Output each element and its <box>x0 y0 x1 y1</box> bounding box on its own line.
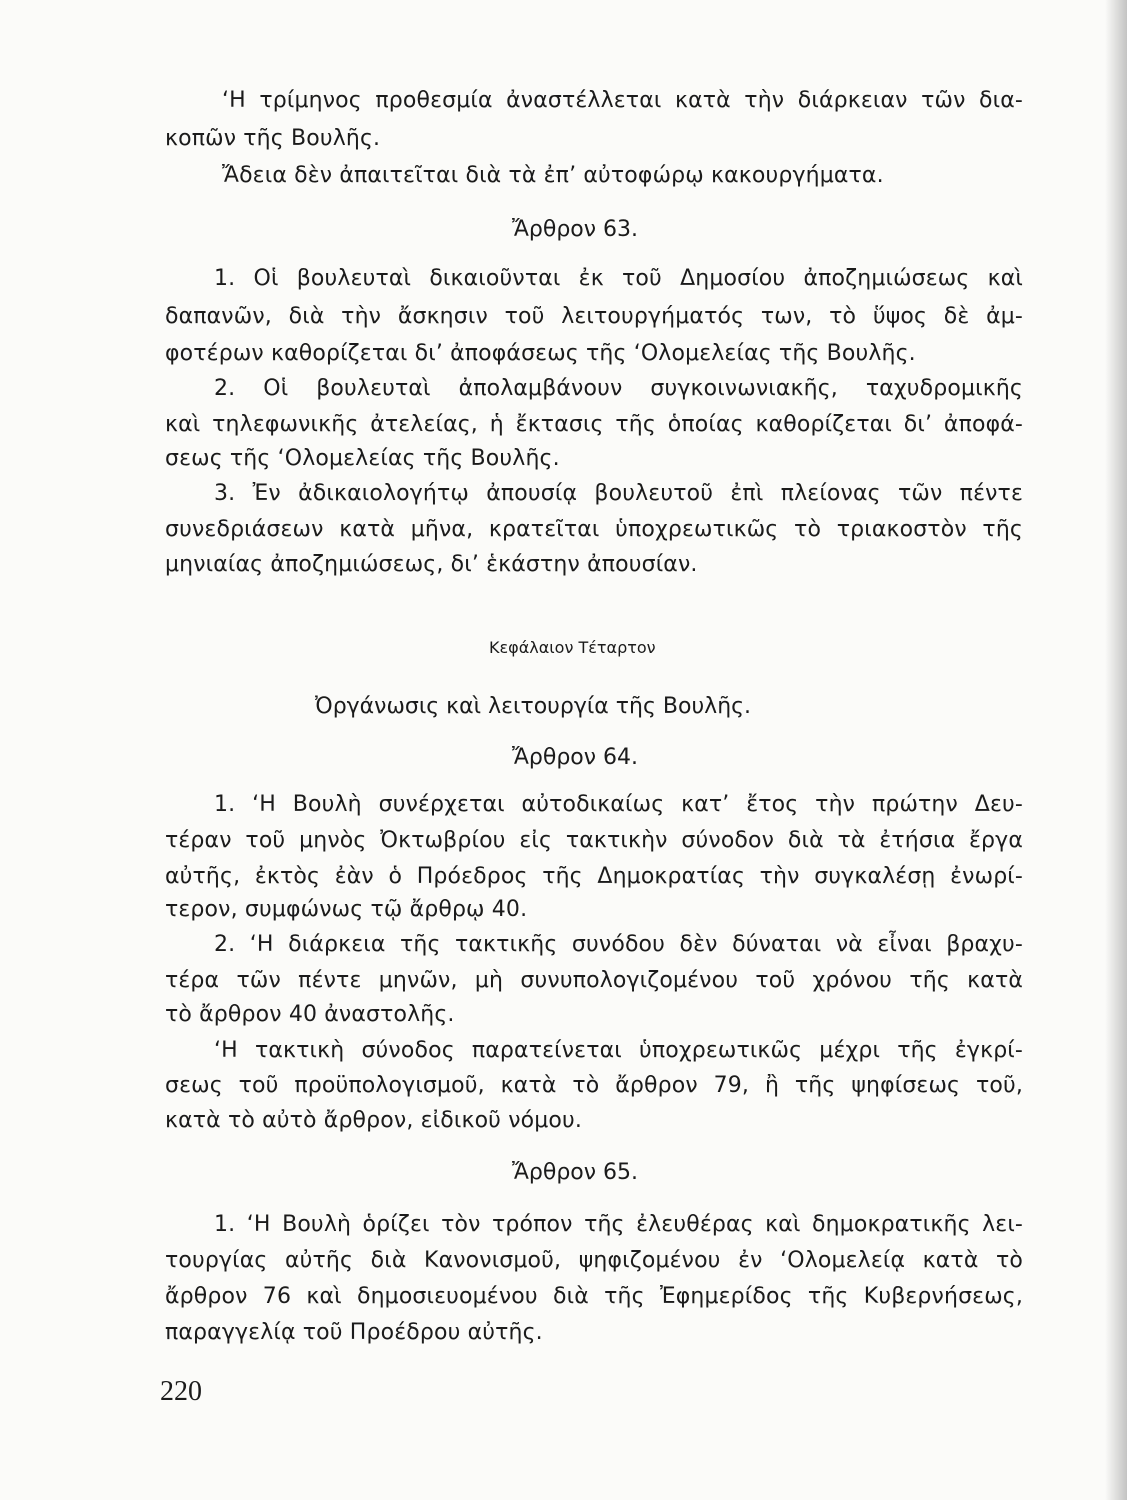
text-line: μηνιαίας ἀποζημιώσεως, δι’ ἑκάστην ἀπουσίαν. <box>165 552 698 577</box>
text-line: Ἄδεια δὲν ἀπαιτεῖται διὰ τὰ ἐπ’ αὐτοφώρῳ κακουργήματα. <box>222 163 884 188</box>
text-line: 1. ‘Η Βουλὴ συνέρχεται αὐτοδικαίως κατ’ ἔτος τὴν πρώτην Δευ- <box>214 792 1023 817</box>
text-line: ἄρθρον 76 καὶ δημοσιευομένου διὰ τῆς Ἐφημερίδος τῆς Κυβερνήσεως, <box>165 1284 1023 1309</box>
text-line: τέραν τοῦ μηνὸς Ὀκτωβρίου εἰς τακτικὴν σύνοδον διὰ τὰ ἐτήσια ἔργα <box>165 828 1023 853</box>
text-line: τὸ ἄρθρον 40 ἀναστολῆς. <box>165 1002 455 1027</box>
text-line: σεως τῆς ‘Ολομελείας τῆς Βουλῆς. <box>165 446 560 471</box>
text-line: δαπανῶν, διὰ τὴν ἄσκησιν τοῦ λειτουργήματός των, τὸ ὕψος δὲ ἀμ- <box>165 304 1023 329</box>
text-line: φοτέρων καθορίζεται δι’ ἀποφάσεως τῆς ‘Ολομελείας τῆς Βουλῆς. <box>165 341 916 366</box>
text-line: 1. ‘Η Βουλὴ ὁρίζει τὸν τρόπον τῆς ἐλευθέρας καὶ δημοκρατικῆς λει- <box>214 1212 1023 1237</box>
text-line: κοπῶν τῆς Βουλῆς. <box>165 126 381 151</box>
text-line: ‘Η τακτικὴ σύνοδος παρατείνεται ὑποχρεωτικῶς μέχρι τῆς ἐγκρί- <box>214 1038 1023 1063</box>
text-line: παραγγελίᾳ τοῦ Προέδρου αὐτῆς. <box>165 1320 543 1345</box>
page-number: 220 <box>160 1376 202 1407</box>
page-edge-shadow <box>1105 0 1127 1500</box>
article-heading: Ἄρθρον 63. <box>512 217 639 242</box>
text-line: τερον, συμφώνως τῷ ἄρθρῳ 40. <box>165 897 528 922</box>
article-heading: Ἄρθρον 65. <box>512 1160 639 1185</box>
text-line: 2. Οἱ βουλευταὶ ἀπολαμβάνουν συγκοινωνιακῆς, ταχυδρομικῆς <box>214 376 1023 401</box>
text-line: 2. ‘Η διάρκεια τῆς τακτικῆς συνόδου δὲν δύναται νὰ εἶναι βραχυ- <box>214 932 1023 957</box>
article-heading: Ἄρθρον 64. <box>512 745 639 770</box>
text-line: ‘Η τρίμηνος προθεσμία ἀναστέλλεται κατὰ τὴν διάρκειαν τῶν δια- <box>222 88 1023 113</box>
text-line: σεως τοῦ προϋπολογισμοῦ, κατὰ τὸ ἄρθρον 79, ἢ τῆς ψηφίσεως τοῦ, <box>165 1073 1023 1098</box>
text-line: τουργίας αὐτῆς διὰ Κανονισμοῦ, ψηφιζομένου ἐν ‘Ολομελείᾳ κατὰ τὸ <box>165 1248 1023 1273</box>
text-line: 1. Οἱ βουλευταὶ δικαιοῦνται ἐκ τοῦ Δημοσίου ἀποζημιώσεως καὶ <box>214 266 1023 291</box>
text-line: καὶ τηλεφωνικῆς ἀτελείας, ἡ ἔκτασις τῆς ὁποίας καθορίζεται δι’ ἀποφά- <box>165 412 1023 437</box>
text-line: κατὰ τὸ αὐτὸ ἄρθρον, εἰδικοῦ νόμου. <box>165 1108 583 1133</box>
text-line: 3. Ἐν ἀδικαιολογήτῳ ἀπουσίᾳ βουλευτοῦ ἐπὶ πλείονας τῶν πέντε <box>214 481 1023 506</box>
text-line: αὐτῆς, ἐκτὸς ἐὰν ὁ Πρόεδρος τῆς Δημοκρατίας τὴν συγκαλέσῃ ἐνωρί- <box>165 864 1023 889</box>
chapter-label: Κεφάλαιον Τέταρτον <box>489 638 656 657</box>
text-line: συνεδριάσεων κατὰ μῆνα, κρατεῖται ὑποχρεωτικῶς τὸ τριακοστὸν τῆς <box>165 517 1023 542</box>
text-line: τέρα τῶν πέντε μηνῶν, μὴ συνυπολογιζομένου τοῦ χρόνου τῆς κατὰ <box>165 968 1023 993</box>
chapter-title: Ὀργάνωσις καὶ λειτουργία τῆς Βουλῆς. <box>315 694 752 719</box>
